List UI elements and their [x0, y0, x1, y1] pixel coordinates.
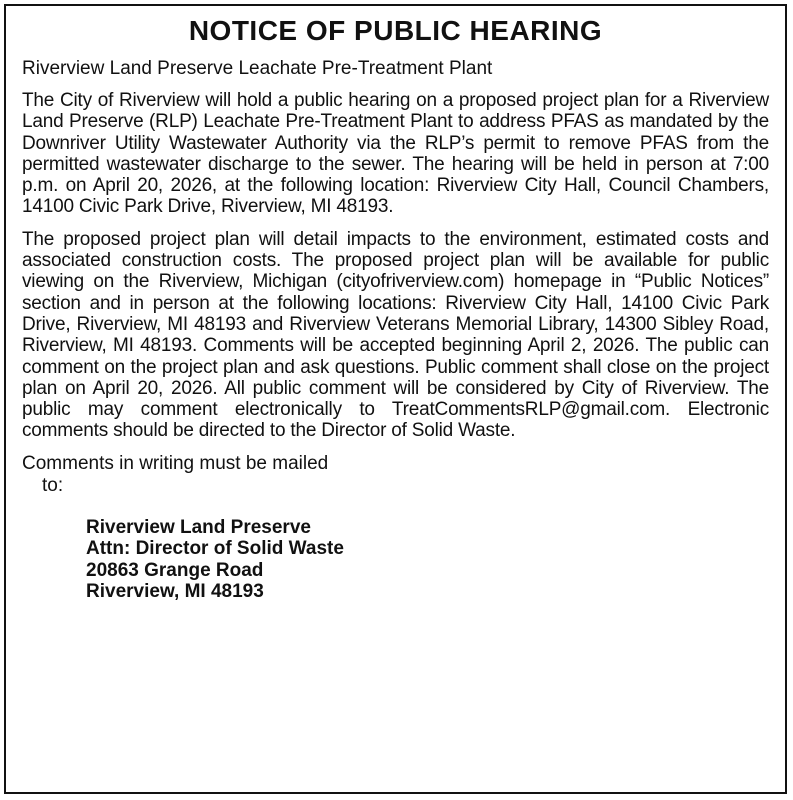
public-hearing-notice — [4, 4, 787, 794]
mailing-address — [86, 517, 769, 603]
address-line-2: Attn: Director of Solid Waste — [86, 538, 344, 560]
address-line-1: Riverview Land Preserve — [86, 516, 311, 538]
mail-instructions — [22, 453, 769, 497]
project-plan-paragraph: The proposed project plan will detail impacts to the environment, estimated costs and associated construction costs. The proposed project plan will be available for public viewing on the Riverview, Michigan (cityofriverview.com) homepage in “Public Notices” section and in person at the following locations: Riverview City Hall, 14100 Civic Park Drive, Riverview, MI 48193 and Riverview Veterans Memorial Library, 14300 Sibley Road, Riverview, MI 48193. Comments will be accepted beginning April 2, 2026. The public can comment on the project plan and ask questions. Public comment shall close on the project plan on April 20, 2026. All public comment will be considered by City of Riverview. The public may comment electronically to TreatCommentsRLP@gmail.com. Electronic comments should be directed to the Director of Solid Waste. — [22, 228, 769, 442]
mail-instructions-line1: Comments in writing must be mailed — [22, 452, 329, 474]
hearing-details-paragraph: The City of Riverview will hold a public hearing on a proposed project plan for a Riverview Land Preserve (RLP) Leachate Pre-Treatment Plant to address PFAS as mandated by the Downriver Utility Wastewater Authority via the RLP’s permit to remove PFAS from the permitted wastewater discharge to the sewer. The hearing will be held in person at 7:00 p.m. on April 20, 2026, at the following location: Riverview City Hall, Council Chambers, 14100 Civic Park Drive, Riverview, MI 48193. — [22, 90, 769, 218]
notice-subtitle: Riverview Land Preserve Leachate Pre-Treatment Plant — [22, 58, 493, 79]
mail-instructions-line2: to: — [42, 474, 64, 496]
notice-title: NOTICE OF PUBLIC HEARING — [188, 15, 603, 46]
address-line-4: Riverview, MI 48193 — [86, 581, 264, 603]
address-line-3: 20863 Grange Road — [86, 559, 264, 581]
